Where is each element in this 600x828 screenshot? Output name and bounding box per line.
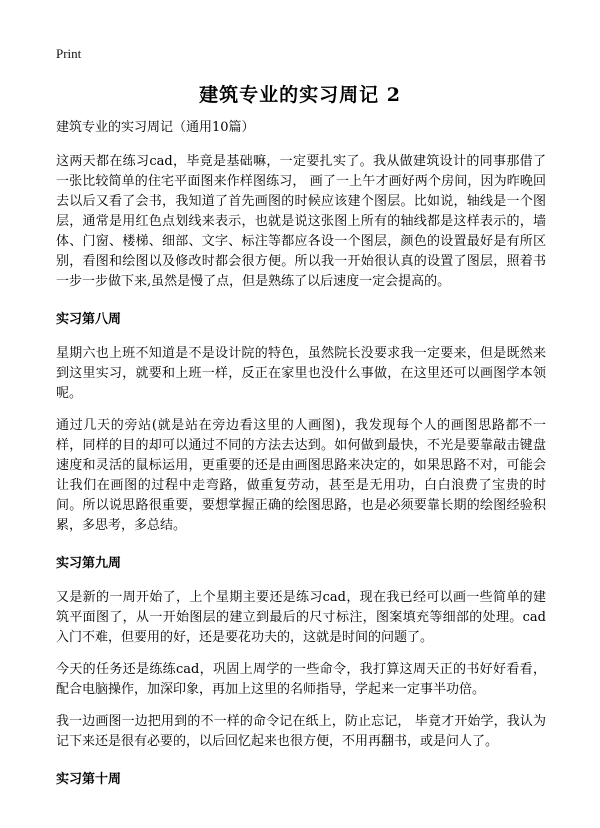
- section-heading-week-10: 实习第十周: [56, 772, 122, 787]
- week-8-paragraph-1: 星期六也上班不知道是不是设计院的特色，虽然院长没要求我一定要来，但是既然来到这里实习，就要和上班一样，反正在家里也没什么事做，在这里还可以画图学本领呢。: [56, 346, 546, 401]
- section-heading-week-9: 实习第九周: [56, 556, 122, 571]
- intro-paragraph: 这两天都在练习cad，毕竟是基础嘛，一定要扎实了。我从做建筑设计的同事那借了一张比较简单的住宅平面图来作样图练习， 画了一上午才画好两个房间，因为昨晚回去以后又看了会书，我知道了首先画图的时候应该建个图层。比如说，轴线是一个图层，通常是用红色点划线来表示，也就是说这张图上所有的轴线都是这样表示的，墙体、门窗、楼梯、细部、文字、标注等都应各设一个图层，颜色的设置最好是有所区别，看图和绘图以及修改时都会很方便。所以我一开始很认真的设置了图层，照着书一步一步做下来,虽然是慢了点，但是熟练了以后速度一定会提高的。: [56, 154, 546, 289]
- document-subtitle: 建筑专业的实习周记（通用10篇）: [56, 120, 255, 135]
- document-body: [56, 118, 546, 804]
- print-link[interactable]: Print: [56, 46, 82, 61]
- section-heading-week-8: 实习第八周: [56, 312, 122, 327]
- week-8-paragraph-2: 通过几天的旁站(就是站在旁边看这里的人画图)，我发现每个人的画图思路都不一样，同样的目的却可以通过不同的方法去达到。如何做到最快，不光是要靠敲击键盘速度和灵活的鼠标运用，更重要的还是由画图思路来决定的，如果思路不对，可能会让我们在画图的过程中走弯路，做重复劳动，甚至是无用功，白白浪费了宝贵的时间。所以说思路很重要，要想掌握正确的绘图思路，也是必须要靠长期的绘图经验积累，多思考，多总结。: [56, 418, 546, 533]
- week-9-paragraph-2: 今天的任务还是练练cad，巩固上周学的一些命令，我打算这周天正的书好好看看，配合电脑操作，加深印象，再加上这里的名师指导，学起来一定事半功倍。: [56, 662, 546, 697]
- page-title: 建筑专业的实习周记 2: [199, 84, 401, 106]
- week-9-paragraph-1: 又是新的一周开始了，上个星期主要还是练习cad，现在我已经可以画一些简单的建筑平面图了，从一开始图层的建立到最后的尺寸标注，图案填充等细部的处理。cad入门不难，但要用的好，还是要花功夫的，这就是时间的问题了。: [56, 590, 546, 645]
- week-9-paragraph-3: 我一边画图一边把用到的不一样的命令记在纸上，防止忘记， 毕竟才开始学，我认为记下来还是很有必要的，以后回忆起来也很方便，不用再翻书，或是问人了。: [56, 714, 546, 749]
